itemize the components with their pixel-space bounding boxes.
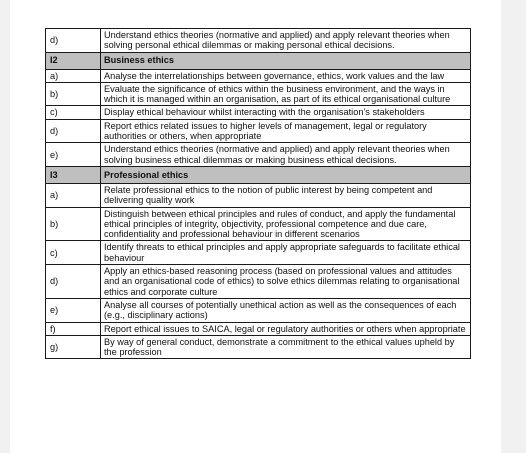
- table-row: [46, 265, 471, 299]
- row-text: Report ethical issues to SAICA, legal or regulatory authorities or others when appropriate: [101, 322, 471, 335]
- row-text: Apply an ethics-based reasoning process (based on professional values and attitudes and an organisational code of ethics) to solve ethics dilemmas relating to organisational ethics and corporate culture: [101, 265, 471, 299]
- row-id: b): [46, 207, 101, 241]
- table-row: [46, 106, 471, 119]
- section-id: I2: [46, 52, 101, 69]
- row-text: Relate professional ethics to the notion of public interest by being competent and delivering quality work: [101, 183, 471, 207]
- section-id: I3: [46, 166, 101, 183]
- table-row: [46, 29, 471, 53]
- row-text: Distinguish between ethical principles and rules of conduct, and apply the fundamental ethical principles of integrity, objectivity, professional competence and due care, confidentiality and professional behaviour in different scenarios: [101, 207, 471, 241]
- row-id: a): [46, 69, 101, 82]
- table-row: [46, 69, 471, 82]
- row-id: d): [46, 29, 101, 53]
- row-id: e): [46, 298, 101, 322]
- row-id: c): [46, 241, 101, 265]
- ethics-competency-table: [45, 28, 471, 359]
- section-title: Business ethics: [101, 52, 471, 69]
- section-header-row: [46, 166, 471, 183]
- row-id: d): [46, 265, 101, 299]
- row-text: Evaluate the significance of ethics within the business environment, and the ways in which it is managed within an organisation, as part of its ethical organisational culture: [101, 82, 471, 106]
- row-id: f): [46, 322, 101, 335]
- table-row: [46, 119, 471, 143]
- table-row: [46, 322, 471, 335]
- row-text: Analyse the interrelationships between governance, ethics, work values and the law: [101, 69, 471, 82]
- row-text: By way of general conduct, demonstrate a commitment to the ethical values upheld by the profession: [101, 335, 471, 359]
- row-text: Understand ethics theories (normative and applied) and apply relevant theories when solving business ethical dilemmas or making business ethical decisions.: [101, 143, 471, 167]
- row-id: e): [46, 143, 101, 167]
- table-row: [46, 207, 471, 241]
- row-id: g): [46, 335, 101, 359]
- row-text: Understand ethics theories (normative and applied) and apply relevant theories when solving personal ethical dilemmas or making personal ethical decisions.: [101, 29, 471, 53]
- table-row: [46, 143, 471, 167]
- row-id: d): [46, 119, 101, 143]
- row-text: Analyse all courses of potentially unethical action as well as the consequences of each (e.g., disciplinary actions): [101, 298, 471, 322]
- table-row: [46, 298, 471, 322]
- table-row: [46, 335, 471, 359]
- table-row: [46, 183, 471, 207]
- row-id: a): [46, 183, 101, 207]
- row-text: Report ethics related issues to higher levels of management, legal or regulatory authorities or others, when appropriate: [101, 119, 471, 143]
- section-title: Professional ethics: [101, 166, 471, 183]
- row-text: Display ethical behaviour whilst interacting with the organisation’s stakeholders: [101, 106, 471, 119]
- row-id: b): [46, 82, 101, 106]
- table-row: [46, 241, 471, 265]
- row-text: Identify threats to ethical principles and apply appropriate safeguards to facilitate ethical behaviour: [101, 241, 471, 265]
- row-id: c): [46, 106, 101, 119]
- document-page: [10, 0, 501, 453]
- section-header-row: [46, 52, 471, 69]
- table-row: [46, 82, 471, 106]
